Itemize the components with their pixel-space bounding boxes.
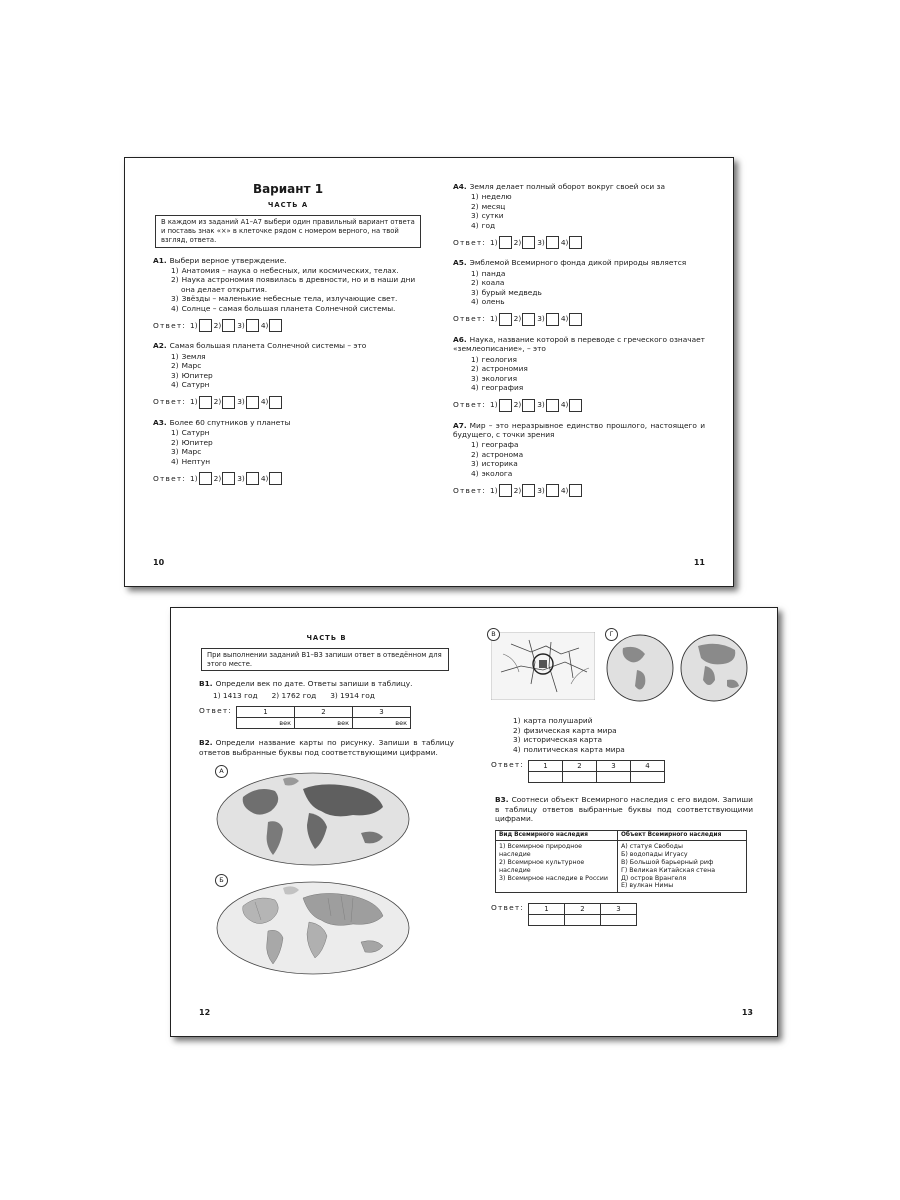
option-item: 1) панда [471,268,506,278]
options-list [453,440,705,478]
option-item: 3) сутки [471,211,504,221]
answer-input-cell[interactable] [565,915,601,926]
heritage-object-list [621,843,743,890]
answer-row: Ответ: 1) 2) 3) 4) [153,319,423,332]
page-number: 13 [741,1007,753,1017]
page-12 [199,608,454,1036]
question-text: Определи век по дате. Ответы запиши в таблицу. [215,679,413,689]
option-item: 4) эколога [471,468,513,478]
answer-row: Ответ: 1) 2) 3) 4) [153,396,423,409]
part-a-title: ЧАСТЬ А [267,201,309,210]
map-label-g: Г [605,628,618,641]
part-b-title: ЧАСТЬ В [306,634,347,642]
page-10 [153,158,423,586]
option-item: 2) месяц [471,201,506,211]
question-a1 [153,256,423,333]
question-b2 [199,738,454,978]
options-list [453,269,705,307]
century-answer-table [236,706,411,729]
question-text: Наука, название которой в переводе с греческого означает «землеописание», – это [453,334,705,354]
option-item: 1) геология [471,354,517,364]
question-number: А4. [453,182,467,191]
map-label-b: Б [215,874,228,887]
list-item: 1) Всемирное природное наследие [499,843,583,859]
answer-checkbox[interactable] [246,396,259,409]
question-number: В3. [495,795,509,805]
answer-checkbox[interactable] [569,399,582,412]
answer-checkbox[interactable] [569,484,582,497]
options-list [153,352,423,390]
map-answer-table [528,760,665,783]
variant-title: Вариант 1 [252,182,324,196]
answer-input-cell[interactable] [597,772,631,783]
question-b1 [199,679,454,729]
table-header-cell: 2 [565,904,601,915]
date-item: 1) 1413 год [213,690,258,700]
answer-label: Ответ: [491,903,525,913]
page-number: 11 [693,557,705,567]
option-item: 3) Звёзды – маленькие небесные тела, излучающие свет. [171,294,398,304]
question-a4 [453,182,705,249]
heritage-answer-table [528,903,637,926]
answer-checkbox[interactable] [222,319,235,332]
answer-checkbox[interactable] [199,319,212,332]
options-list [153,428,423,466]
column-header: Объект Всемирного наследия [618,830,747,840]
question-b3 [491,795,753,926]
answer-label: Ответ: [453,314,487,324]
option-item: 3) историческая карта [513,735,603,745]
answer-checkbox[interactable] [499,313,512,326]
option-item: 3) экология [471,373,518,383]
maps-column [213,767,454,978]
workbook-spread-pages-12-13 [170,607,778,1037]
option-item: 4) Солнце – самая большая планета Солнечной системы. [171,303,396,313]
option-item: 1) неделю [471,192,512,202]
question-number: А5. [453,258,467,268]
answer-checkbox[interactable] [499,484,512,497]
century-input-cell[interactable]: век [353,718,411,729]
answer-label: Ответ: [453,238,487,248]
century-input-cell[interactable]: век [237,718,295,729]
table-header-cell: 3 [597,761,631,772]
option-item: 4) политическая карта мира [513,744,625,754]
map-v [491,632,595,704]
answer-row: Ответ: 1) 2) 3) 4) [453,236,705,249]
question-text: Выбери верное утверждение. [169,255,287,265]
option-item: 1) географа [471,440,519,450]
part-b-instruction: При выполнении заданий В1–В3 запиши ответ в отведённом для этого месте. [201,648,449,672]
map-label-v: В [487,628,500,641]
option-item: 3) Марс [171,447,202,457]
question-a3 [153,418,423,485]
answer-checkbox[interactable] [499,399,512,412]
question-number: В2. [199,738,213,748]
answer-checkbox[interactable] [569,313,582,326]
question-number: А1. [153,255,167,265]
answer-label: Ответ: [453,486,487,496]
list-item: Г) Великая Китайская стена [621,866,716,874]
option-item: 1) карта полушарий [513,716,593,726]
date-item: 3) 1914 год [330,690,375,700]
answer-checkbox[interactable] [246,319,259,332]
question-a6 [453,335,705,412]
date-item: 2) 1762 год [271,690,317,700]
answer-checkbox[interactable] [269,319,282,332]
option-item: 1) Земля [171,351,206,361]
century-input-cell[interactable]: век [295,718,353,729]
list-item: А) статуя Свободы [621,843,683,851]
question-text: Более 60 спутников у планеты [169,417,291,427]
table-header-cell: 2 [295,707,353,718]
answer-checkbox[interactable] [269,472,282,485]
answer-label: Ответ: [491,760,525,770]
heritage-type-list [499,843,614,882]
table-header-cell: 1 [237,707,295,718]
answer-table-row [491,903,753,926]
answer-input-cell[interactable] [529,915,565,926]
answer-label: Ответ: [453,400,487,410]
map-a [213,767,454,869]
answer-row: Ответ: 1) 2) 3) 4) [453,399,705,412]
question-number: А7. [453,420,467,430]
answer-checkbox[interactable] [546,313,559,326]
answer-checkbox[interactable] [269,396,282,409]
option-item: 2) Наука астрономия появилась в древности, но и в наши дни она делает открытия. [171,275,416,294]
list-item: Д) остров Врангеля [621,874,687,882]
option-item: 3) историка [471,459,518,469]
answer-checkbox[interactable] [522,484,535,497]
option-item: 4) география [471,383,524,393]
question-text: Эмблемой Всемирного фонда дикой природы является [469,258,687,268]
question-a7 [453,421,705,498]
options-list [453,192,705,230]
option-item: 2) астронома [471,449,524,459]
answer-checkbox[interactable] [199,472,212,485]
answer-checkbox[interactable] [546,484,559,497]
answer-checkbox[interactable] [499,236,512,249]
page-number: 10 [153,557,165,567]
question-number: А2. [153,341,167,351]
historical-map-image [491,632,595,700]
list-item: 3) Всемирное наследие в России [499,874,608,882]
table-header-cell: 1 [529,904,565,915]
answer-input-cell[interactable] [563,772,597,783]
column-header: Вид Всемирного наследия [496,830,618,840]
option-item: 2) физическая карта мира [513,725,617,735]
answer-label: Ответ: [199,706,233,716]
question-text: Мир – это неразрывное единство прошлого, настоящего и будущего, с точки зрения [453,420,705,439]
question-text: Соотнеси объект Всемирного наследия с его видом. Запиши в таблицу ответов выбранные буквы под соответствующими цифрами. [495,795,753,824]
page-number: 12 [199,1007,211,1017]
answer-checkbox[interactable] [199,396,212,409]
map-options-list [491,716,753,754]
answer-table-row [491,760,753,783]
option-item: 2) Марс [171,361,202,371]
question-number: А3. [153,417,167,427]
question-number: В1. [199,679,213,689]
option-item: 4) Сатурн [171,380,210,390]
answer-checkbox[interactable] [246,472,259,485]
answer-input-cell[interactable] [601,915,637,926]
answer-input-cell[interactable] [529,772,563,783]
option-item: 2) коала [471,278,505,288]
list-item: 2) Всемирное культурное наследие [499,858,585,874]
table-header-cell: 3 [601,904,637,915]
table-header-cell: 1 [529,761,563,772]
answer-row: Ответ: 1) 2) 3) 4) [453,484,705,497]
option-item: 4) год [471,220,496,230]
answer-checkbox[interactable] [222,396,235,409]
option-item: 4) Нептун [171,456,211,466]
answer-row: Ответ: 1) 2) 3) 4) [153,472,423,485]
dates-row [199,691,454,700]
physical-world-map-image [213,767,413,867]
answer-label: Ответ: [153,473,187,483]
answer-checkbox[interactable] [522,236,535,249]
answer-label: Ответ: [153,397,187,407]
list-item: В) Большой барьерный риф [621,858,714,866]
answer-label: Ответ: [153,321,187,331]
option-item: 3) Юпитер [171,370,213,380]
option-item: 1) Анатомия – наука о небесных, или космических, телах. [171,266,399,275]
question-text: Земля делает полный оборот вокруг своей оси за [469,182,666,191]
options-list [453,355,705,393]
question-a2 [153,341,423,408]
question-number: А6. [453,334,467,344]
question-text: Определи название карты по рисунку. Запиши в таблицу ответов выбранные буквы под соответствующими цифрами. [199,738,454,757]
answer-checkbox[interactable] [546,399,559,412]
option-item: 2) Юпитер [171,437,213,447]
answer-checkbox[interactable] [522,313,535,326]
table-header-cell: 2 [563,761,597,772]
map-label-a: А [215,765,228,778]
hemispheres-map-image [603,632,753,702]
map-g [603,632,753,704]
answer-checkbox[interactable] [522,399,535,412]
option-item: 3) бурый медведь [471,287,542,297]
maps-row [491,632,753,704]
answer-table-row [199,706,454,729]
options-list [153,266,423,313]
page-11 [453,158,705,586]
workbook-spread-pages-10-11 [124,157,734,587]
table-header-cell: 3 [353,707,411,718]
answer-row: Ответ: 1) 2) 3) 4) [453,313,705,326]
answer-checkbox[interactable] [546,236,559,249]
list-item: Е) вулкан Нимы [621,882,674,890]
page-13 [491,608,753,1036]
heritage-matching-table [495,830,747,894]
part-a-instruction: В каждом из заданий А1–А7 выбери один правильный вариант ответа и поставь знак «×» в клеточке рядом с номером верного, на твой взгляд, ответа. [155,215,421,247]
table-header-cell: 4 [631,761,665,772]
question-a5 [453,258,705,325]
answer-input-cell[interactable] [631,772,665,783]
list-item: Б) водопады Игуасу [621,851,688,859]
option-item: 4) олень [471,297,505,307]
option-item: 2) астрономия [471,364,528,374]
option-item: 1) Сатурн [171,428,210,438]
map-b [213,876,454,978]
answer-checkbox[interactable] [569,236,582,249]
answer-checkbox[interactable] [222,472,235,485]
political-world-map-image [213,876,413,976]
question-text: Самая большая планета Солнечной системы – это [169,341,367,351]
